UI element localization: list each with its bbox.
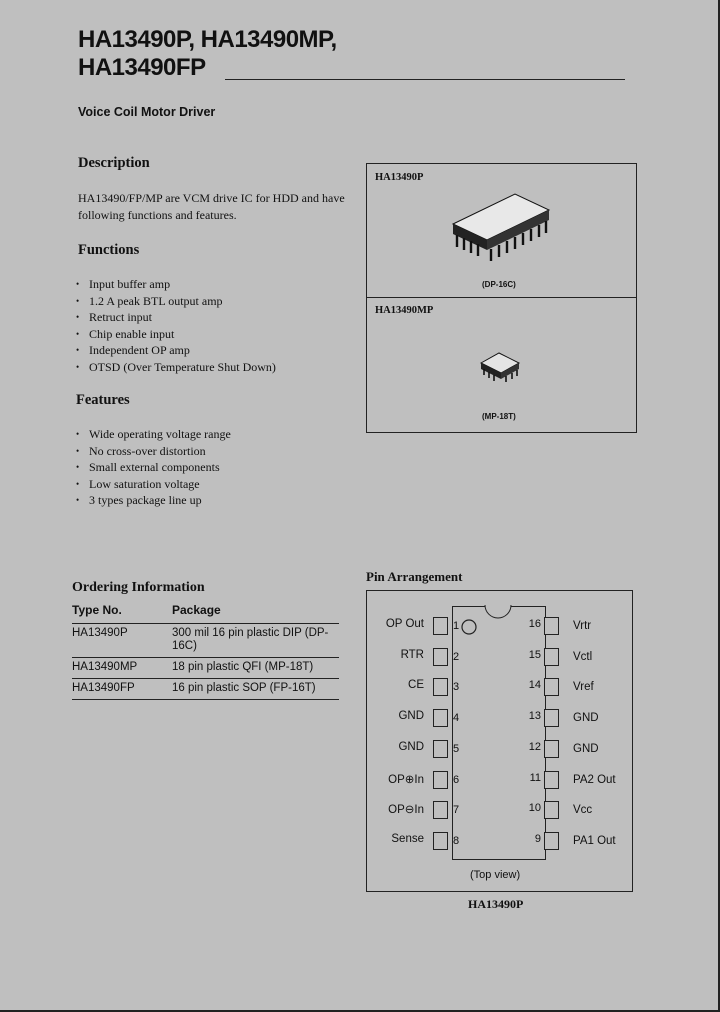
part-title-line2: HA13490FP [78,54,206,81]
pin-number: 2 [453,650,460,663]
pin-pad [544,801,559,819]
pin-number: 6 [453,773,460,786]
pin-pad [544,771,559,789]
list-item: • 3 types package line up [76,492,231,509]
pin-pad [433,617,448,635]
package-cell: 300 mil 16 pin plastic DIP (DP-16C) [172,624,339,658]
list-item: • Independent OP amp [76,342,276,359]
column-header-type: Type No. [72,600,172,624]
pin-name-8: Sense [391,832,424,845]
pin-name-1: OP Out [385,618,424,630]
pin-diagram-caption: HA13490P [468,897,524,911]
pin-name-2: RTR [400,648,424,661]
pin-pad [433,740,448,758]
list-item: • 1.2 A peak BTL output amp [76,293,276,310]
pin-pad [433,709,448,727]
chip-notch-icon [484,605,512,619]
list-item: • No cross-over distortion [76,443,231,460]
package-caption-p: (DP-16C) [482,280,516,289]
pin-number: 4 [453,712,460,725]
package-cell: 18 pin plastic QFI (MP-18T) [172,658,339,679]
list-item: • Low saturation voltage [76,476,231,493]
pin-name-15: Vctl [573,650,593,663]
ordering-table [72,600,339,700]
pin-number: 14 [528,679,541,692]
pin-name-16: Vrtr [573,620,592,632]
chip-body [452,606,546,860]
package-label-mp: HA13490MP [375,305,434,316]
list-item: • Input buffer amp [76,276,276,293]
package-divider [367,297,636,298]
pin-name-14: Vref [573,681,594,694]
features-heading: Features [76,392,130,408]
description-text: HA13490/FP/MP are VCM drive IC for HDD and have following functions and features. [78,191,345,222]
pin-number: 7 [453,804,460,817]
features-list [76,426,231,509]
type-cell: HA13490P [72,624,172,658]
pin-name-4: GND [398,710,424,723]
list-item: • Retruct input [76,309,276,326]
pin-pad [544,740,559,758]
pin-number: 13 [528,710,541,723]
ordering-heading: Ordering Information [72,580,205,595]
pin-name-7: OP⊖In [388,804,424,817]
subtitle: Voice Coil Motor Driver [78,105,216,119]
pin-pad [544,832,559,850]
pin1-marker-icon [460,618,478,636]
pin-name-13: GND [573,712,599,725]
package-cell: 16 pin plastic SOP (FP-16T) [172,679,339,700]
qfp-package-icon [477,349,523,383]
pin-number: 3 [453,681,460,694]
list-item: • Small external components [76,459,231,476]
pin-number: 10 [528,802,541,815]
pin-name-12: GND [573,742,599,755]
pin-name-10: Vcc [573,804,593,817]
list-item: • Chip enable input [76,326,276,343]
top-view-label: (Top view) [470,869,521,881]
list-item: • Wide operating voltage range [76,426,231,443]
table-row [72,679,339,700]
pin-pad [433,678,448,696]
table-row [72,624,339,658]
pin-pad [433,832,448,850]
title-rule [225,79,625,80]
pin-pad [433,648,448,666]
package-label-p: HA13490P [375,172,424,183]
column-header-package: Package [172,600,339,624]
pin-number: 15 [528,648,541,661]
package-box [366,163,637,433]
pin-pad [544,709,559,727]
pin-number: 1 [453,620,460,632]
table-row [72,658,339,679]
pin-name-5: GND [398,740,424,753]
pin-pad [544,617,559,635]
pin-number: 5 [453,742,460,755]
pin-arrangement-heading: Pin Arrangement [366,569,463,584]
pin-name-6: OP⊕In [388,773,424,786]
functions-heading: Functions [78,242,140,258]
pin-pad [433,771,448,789]
pin-number: 11 [529,771,541,784]
pin-number: 16 [528,618,541,630]
functions-list [76,276,276,376]
pin-name-9: PA1 Out [573,834,616,847]
type-cell: HA13490MP [72,658,172,679]
pin-name-3: CE [408,679,424,692]
package-caption-mp: (MP-18T) [482,412,516,421]
pin-number: 9 [534,832,541,845]
dip-package-icon [445,184,555,264]
pin-number: 12 [528,740,541,753]
list-item: • OTSD (Over Temperature Shut Down) [76,359,276,376]
pin-number: 8 [453,834,460,847]
pin-pad [544,678,559,696]
pin-pad [544,648,559,666]
pin-pad [433,801,448,819]
type-cell: HA13490FP [72,679,172,700]
pin-name-11: PA2 Out [573,773,616,786]
part-title-line1: HA13490P, HA13490MP, [78,26,337,53]
description-heading: Description [78,155,150,171]
